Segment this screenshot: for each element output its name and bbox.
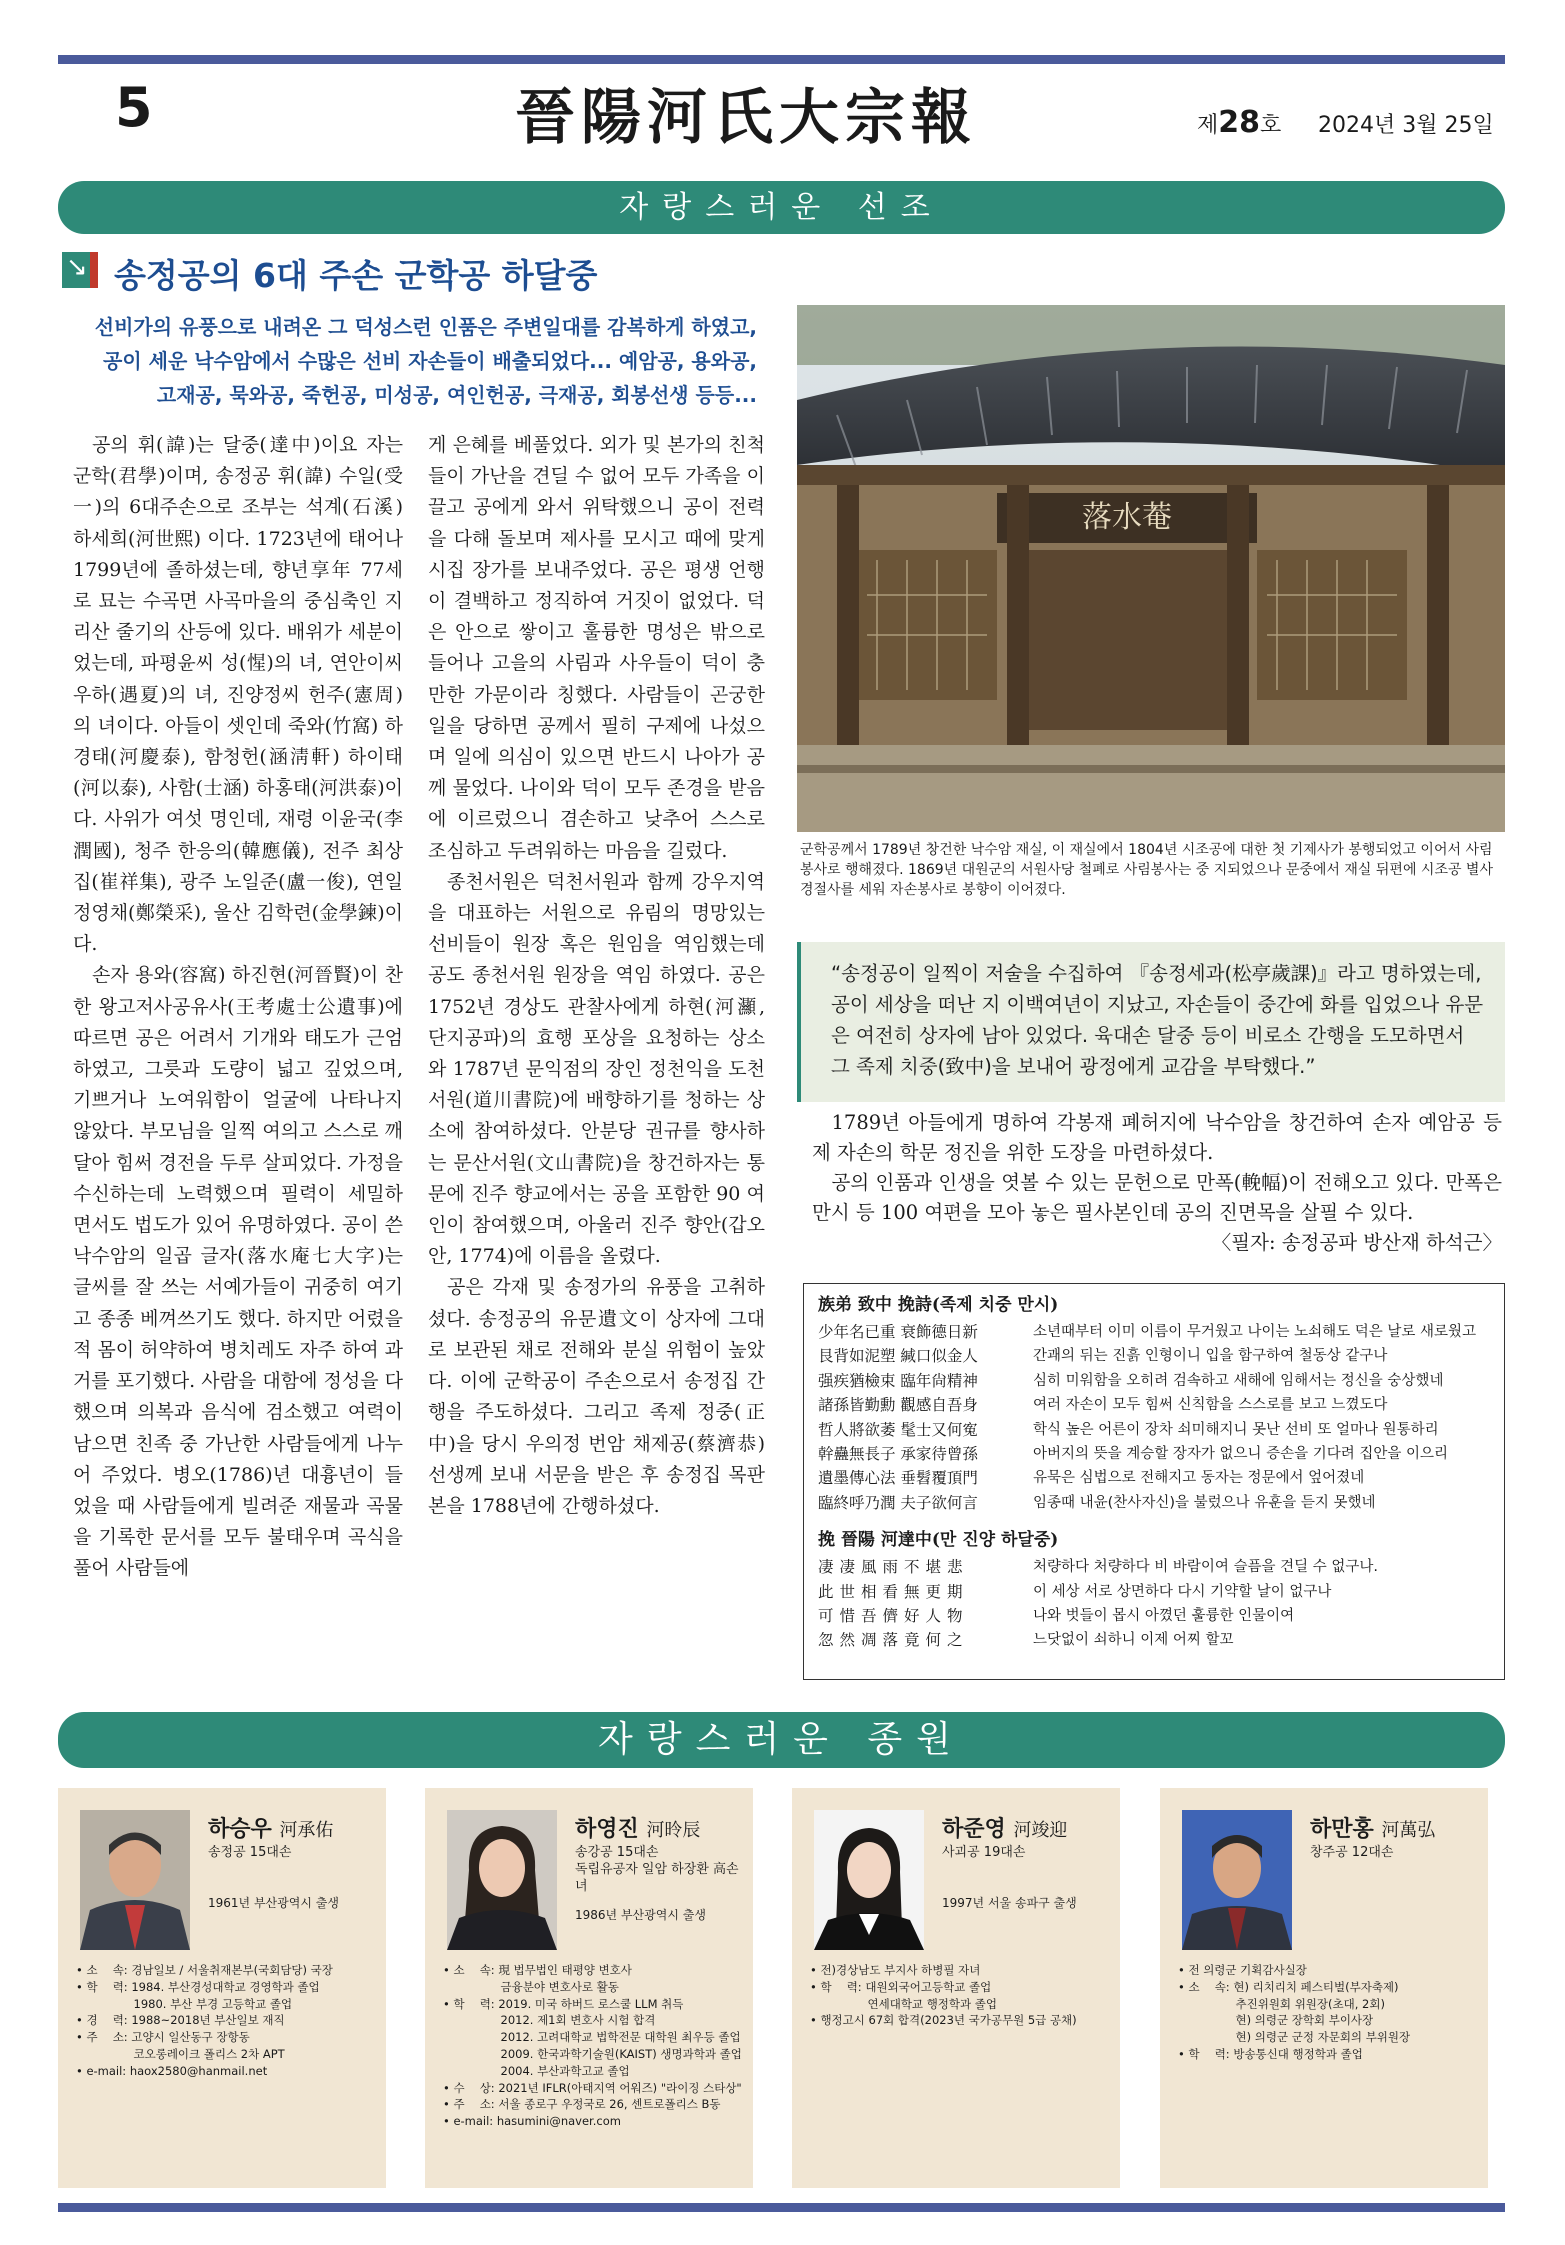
member-portrait [814, 1810, 924, 1950]
poem-line: 遺墨傳心法 垂髫覆頂門 유묵은 심법으로 전해지고 동자는 정문에서 엎어졌네 [818, 1469, 1365, 1488]
photo-caption: 군학공께서 1789년 창건한 낙수암 재실, 이 재실에서 1804년 시조공에 대한 첫 기제사가 봉행되었고 이어서 사림봉사로 행해졌다. 1869년 대원군의 서원사당 철폐로 사림봉사는 중 지되었으나 문중에서 재실 뒤편에 시조공 별사 경절사를 세워 자손봉사로 봉향이 이어졌다. [800, 842, 1493, 898]
member-portrait [1182, 1810, 1292, 1950]
poem-line: 艮背如泥塑 緘口似金人 간괘의 뒤는 진흙 인형이니 입을 함구하여 철동상 같구나 [818, 1347, 1388, 1366]
member-birth: 1961년 부산광역시 출생 [208, 1896, 339, 1910]
poem-line: 幹蠱無長子 承家待曾孫 아버지의 뜻을 계승할 장자가 없으니 증손을 기다려 집안을 이으리 [818, 1445, 1449, 1464]
member-birth: 1986년 부산광역시 출생 [575, 1908, 706, 1922]
article-column-1 [73, 430, 403, 1585]
member-card [1160, 1788, 1488, 2188]
poem-title: 挽 晉陽 河達中(만 진양 하달중) [818, 1530, 1059, 1551]
paragraph: 1789년 아들에게 명하여 각봉재 폐허지에 낙수암을 창건하여 손자 예암공 등 제 자손의 학문 정진을 위한 도장을 마련하셨다. [812, 1111, 1502, 1164]
paragraph: 손자 용와(容窩) 하진현(河晉賢)이 찬한 왕고저사공유사(王考處士公遺事)에 따르면 공은 어려서 기개와 태도가 근엄하였고, 그릇과 도량이 넓고 깊었으며, 기쁘거나 노여워함이 얼굴에 나타나지 않았다. 부모님을 일찍 여의고 스스로 깨달아 힘써 경전을 두루 살피었다. 가정을 수신하는데 노력했으며 필력이 세밀하면서도 법도가 있어 유명하였다. 공이 쓴 낙수암의 일곱 글자(落水庵七大字)는 글씨를 잘 쓰는 서예가들이 귀중히 여기고 종종 베껴쓰기도 했다. 하지만 어렸을 적 몸이 허약하여 병치레도 자주 하여 과거를 포기했다. 사람을 대함에 정성을 다했으며 의복과 음식에 검소했고 여력이 남으면 친족 중 가난한 사람들에게 나누어 주었다. 병오(1786)년 대흉년이 들었을 때 사람들에게 빌려준 재물과 곡물을 기록한 문서를 모두 불태우며 곡식을 풀어 사람들에 [73, 964, 403, 1580]
member-card [58, 1788, 386, 2188]
member-details: • 소 속: 경남일보 / 서울취재본부(국회담당) 국장 • 학 력: 1984. 부산경성대학교 경영학과 졸업 1980. 부산 부경 고등학교 졸업 • 경 력: 1988~2018년 부산일보 재직 • 주 소: 고양시 일산동구 장항동 코오롱레이크 폴리스 2차 APT • e-mail: haox2580@hanmail.net [76, 1963, 333, 2078]
member-generation: 송정공 15대손 [208, 1845, 292, 1860]
article-column-2 [428, 430, 765, 1522]
member-generation: 사괴공 19대손 [942, 1845, 1026, 1860]
poem-line: 此世相看無更期 이 세상 서로 상면하다 다시 기약할 날이 없구나 [818, 1582, 1332, 1601]
paragraph: 게 은혜를 베풀었다. 외가 및 본가의 친척들이 가난을 견딜 수 없어 모두 가족을 이끌고 공에게 와서 위탁했으니 공이 전력을 다해 돌보며 제사를 모시고 때에 맞게 시집 장가를 보내주었다. 공은 평생 언행이 결백하고 정직하여 거짓이 없었다. 덕은 안으로 쌓이고 훌륭한 명성은 밖으로 들어나 고을의 사림과 사우들이 덕이 충만한 가문이라 칭했다. 사람들이 곤궁한 일을 당하면 공께서 필히 구제에 나섰으며 일에 의심이 있으면 반드시 나아가 공께 물었다. 나이와 덕이 모두 존경을 받음에 이르렀으니 겸손하고 낮추어 스스로 조심하고 두려워하는 마음을 길렀다. [428, 434, 765, 862]
poem-line: 少年名已重 衰飾德日新 소년때부터 이미 이름이 무거웠고 나이는 노쇠해도 덕은 날로 새로웠고 [818, 1323, 1477, 1341]
article-lead [62, 310, 757, 412]
nakwuam-shrine-photo [797, 305, 1505, 832]
elegy-box [803, 1283, 1505, 1680]
poem-line: 諸孫皆勤勳 觀感自吾身 여러 자손이 모두 힘써 신칙함을 스스로를 보고 느꼈도다 [818, 1396, 1388, 1415]
paragraph: 공의 휘(諱)는 달중(達中)이요 자는 군학(君學)이며, 송정공 휘(諱) 수일(受一)의 6대주손으로 조부는 석계(石溪) 하세희(河世熙) 이다. 1723년에 태어나 1799년에 졸하셨는데, 향년享年 77세로 묘는 수곡면 사곡마을의 중심축인 지리산 줄기의 산등에 있다. 배위가 세분이었는데, 파평윤씨 성(惺)의 녀, 연안이씨 우하(遇夏)의 녀, 진양정씨 헌주(憲周)의 녀이다. 아들이 셋인데 죽와(竹窩) 하경태(河慶泰), 함청헌(涵淸軒) 하이태(河以泰), 사함(士涵) 하홍태(河洪泰)이다. 사위가 여섯 명인데, 재령 이윤국(李潤國), 청주 한응의(韓應儀), 전주 최상집(崔祥集), 광주 노일준(盧一俊), 연일 정영채(鄭榮采), 울산 김학련(金學鍊)이다. [73, 434, 403, 956]
member-birth: 1997년 서울 송파구 출생 [942, 1896, 1077, 1910]
paragraph: 종천서원은 덕천서원과 함께 강우지역을 대표하는 서원으로 유림의 명망있는 선비들이 원장 혹은 원임을 역임했는데 공도 종천서원 원장을 역임 하였다. 공은 1752년 경상도 관찰사에게 하현(河灦,단지공파)의 효행 포상을 요청하는 상소와 1787년 문익점의 장인 정천익을 도천서원(道川書院)에 배향하기를 청하는 상소에 참여하셨다. 안분당 권규를 향사하는 문산서원(文山書院)을 창건하자는 통문에 진주 향교에서는 공을 포함한 90 여인이 참여했으며, 아울러 진주 향안(갑오안, 1774)에 이름을 올렸다. [428, 870, 765, 1268]
member-details: • 소 속: 現 법무법인 태평양 변호사 금융분야 변호사로 활동 • 학 력: 2019. 미국 하버드 로스쿨 LLM 취득 2012. 제1회 변호사 시험 합격 2012. 고려대학교 법학전문 대학원 최우등 졸업 2009. 한국과학기술원(KAIST) 생명과학과 졸업 2004. 부산과학고교 졸업 • 수 상: 2021년 IFLR(아태지역 어워즈) "라이징 스타상" • 주 소: 서울 종로구 우정국로 26, 센트로폴리스 B동 • e-mail: hasumini@naver.com [443, 1963, 742, 2129]
article-headline: 송정공의 6대 주손 군학공 하달중 [114, 256, 598, 295]
member-generation: 송강공 15대손 독립유공자 일암 하장환 高손녀 [575, 1845, 739, 1894]
issue-number: 제28호 [1197, 105, 1282, 140]
member-card [425, 1788, 753, 2188]
author-signature: 〈필자: 송정공파 방산재 하석근〉 [1211, 1231, 1502, 1254]
poem-line: 忽然凋落竟何之 느닷없이 쇠하니 이제 어찌 할꼬 [818, 1631, 1234, 1650]
poem-line: 臨終呼乃潤 夫子欲何言 임종때 내윤(찬사자신)을 불렀으나 유훈을 듣지 못했네 [818, 1493, 1376, 1512]
lead-line: 선비가의 유풍으로 내려온 그 덕성스런 인품은 주변일대를 감복하게 하였고, [94, 315, 757, 339]
issue-date: 2024년 3월 25일 [1318, 113, 1494, 138]
member-portrait [447, 1810, 557, 1950]
member-name: 하준영 河竣迎 [942, 1816, 1068, 1842]
poem-line: 凄凄風雨不堪悲 처량하다 처량하다 비 바람이여 슬픔을 견딜 수 없구나. [818, 1558, 1379, 1577]
member-portrait [80, 1810, 190, 1950]
member-details: • 전)경상남도 부지사 하병필 자녀 • 학 력: 대원외국어고등학교 졸업 연세대학교 행정학과 졸업 • 행정고시 67회 합격(2023년 국가공무원 5급 공채) [810, 1963, 1077, 2028]
poem-line: 可惜吾儕好人物 나와 벗들이 몹시 아꼈던 훌륭한 인물이여 [818, 1607, 1295, 1626]
bottom-rule [58, 2203, 1505, 2212]
member-name: 하승우 河承佑 [208, 1816, 334, 1842]
member-card [792, 1788, 1120, 2188]
poem-line: 强疾猶檢束 臨年尙精神 심히 미워함을 오히려 검속하고 새해에 임해서는 정신을 숭상했네 [818, 1371, 1444, 1390]
lead-line: 고재공, 묵와공, 죽헌공, 미성공, 여인헌공, 극재공, 회봉선생 등등... [156, 383, 757, 407]
poem-line: 哲人將欲萎 髦士又何寃 학식 높은 어른이 장차 쇠미해지니 못난 선비 또 얼마나 원통하리 [818, 1420, 1439, 1439]
article-column-3 [812, 1108, 1502, 1258]
page-number: 5 [115, 76, 153, 139]
paragraph: 공은 각재 및 송정가의 유풍을 고취하셨다. 송정공의 유문遺文이 상자에 그대로 보관된 채로 전해와 분실 위험이 높았다. 이에 군학공이 주손으로서 송정집 간행을 주도하셨다. 그리고 족제 정중(正中)을 당시 우의정 번암 채제공(蔡濟恭) 선생께 보내 서문을 받은 후 송정집 목판본을 1788년에 간행하셨다. [428, 1276, 765, 1517]
pull-quote: “송정공이 일찍이 저술을 수집하여 『송정세과(松亭歲課)』라고 명하였는데, 공이 세상을 떠난 지 이백여년이 지났고, 자손들이 중간에 화를 입었으나 유문은 여전히 상자에 남아 있었다. 육대손 달중 등이 비로소 간행을 도모하면서 그 족제 치중(致中)을 보내어 광정에게 교감을 부탁했다.” [797, 942, 1505, 1102]
member-details: • 전 의령군 기획감사실장 • 소 속: 현) 리치리치 페스티벌(부자축제) 추진위원회 위원장(초대, 2회) 현) 의령군 장학회 부이사장 현) 의령군 군정 자문회의 부위원장 • 학 력: 방송통신대 행정학과 졸업 [1178, 1963, 1411, 2061]
poem-title: 族弟 致中 挽詩(족제 치중 만시) [818, 1295, 1059, 1315]
section-banner-members: 자랑스러운 종원 [58, 1712, 1505, 1768]
masthead: 晉陽河氏大宗報 [515, 83, 977, 153]
member-name: 하만홍 河萬弘 [1310, 1816, 1436, 1842]
section-banner-ancestor: 자랑스러운 선조 [58, 181, 1505, 234]
shrine-plaque: 落水菴 [1082, 500, 1172, 535]
top-rule [58, 55, 1505, 64]
member-generation: 창주공 12대손 [1310, 1845, 1394, 1860]
lead-line: 공이 세운 낙수암에서 수많은 선비 자손들이 배출되었다... 예암공, 용와공, [103, 349, 757, 373]
arrow-icon: ↘ [62, 252, 98, 288]
member-name: 하영진 河昤辰 [575, 1816, 701, 1842]
paragraph: 공의 인품과 인생을 엿볼 수 있는 문헌으로 만폭(輓幅)이 전해오고 있다. 만폭은 만시 등 100 여편을 모아 놓은 필사본인데 공의 진면목을 살필 수 있다. [812, 1171, 1502, 1224]
